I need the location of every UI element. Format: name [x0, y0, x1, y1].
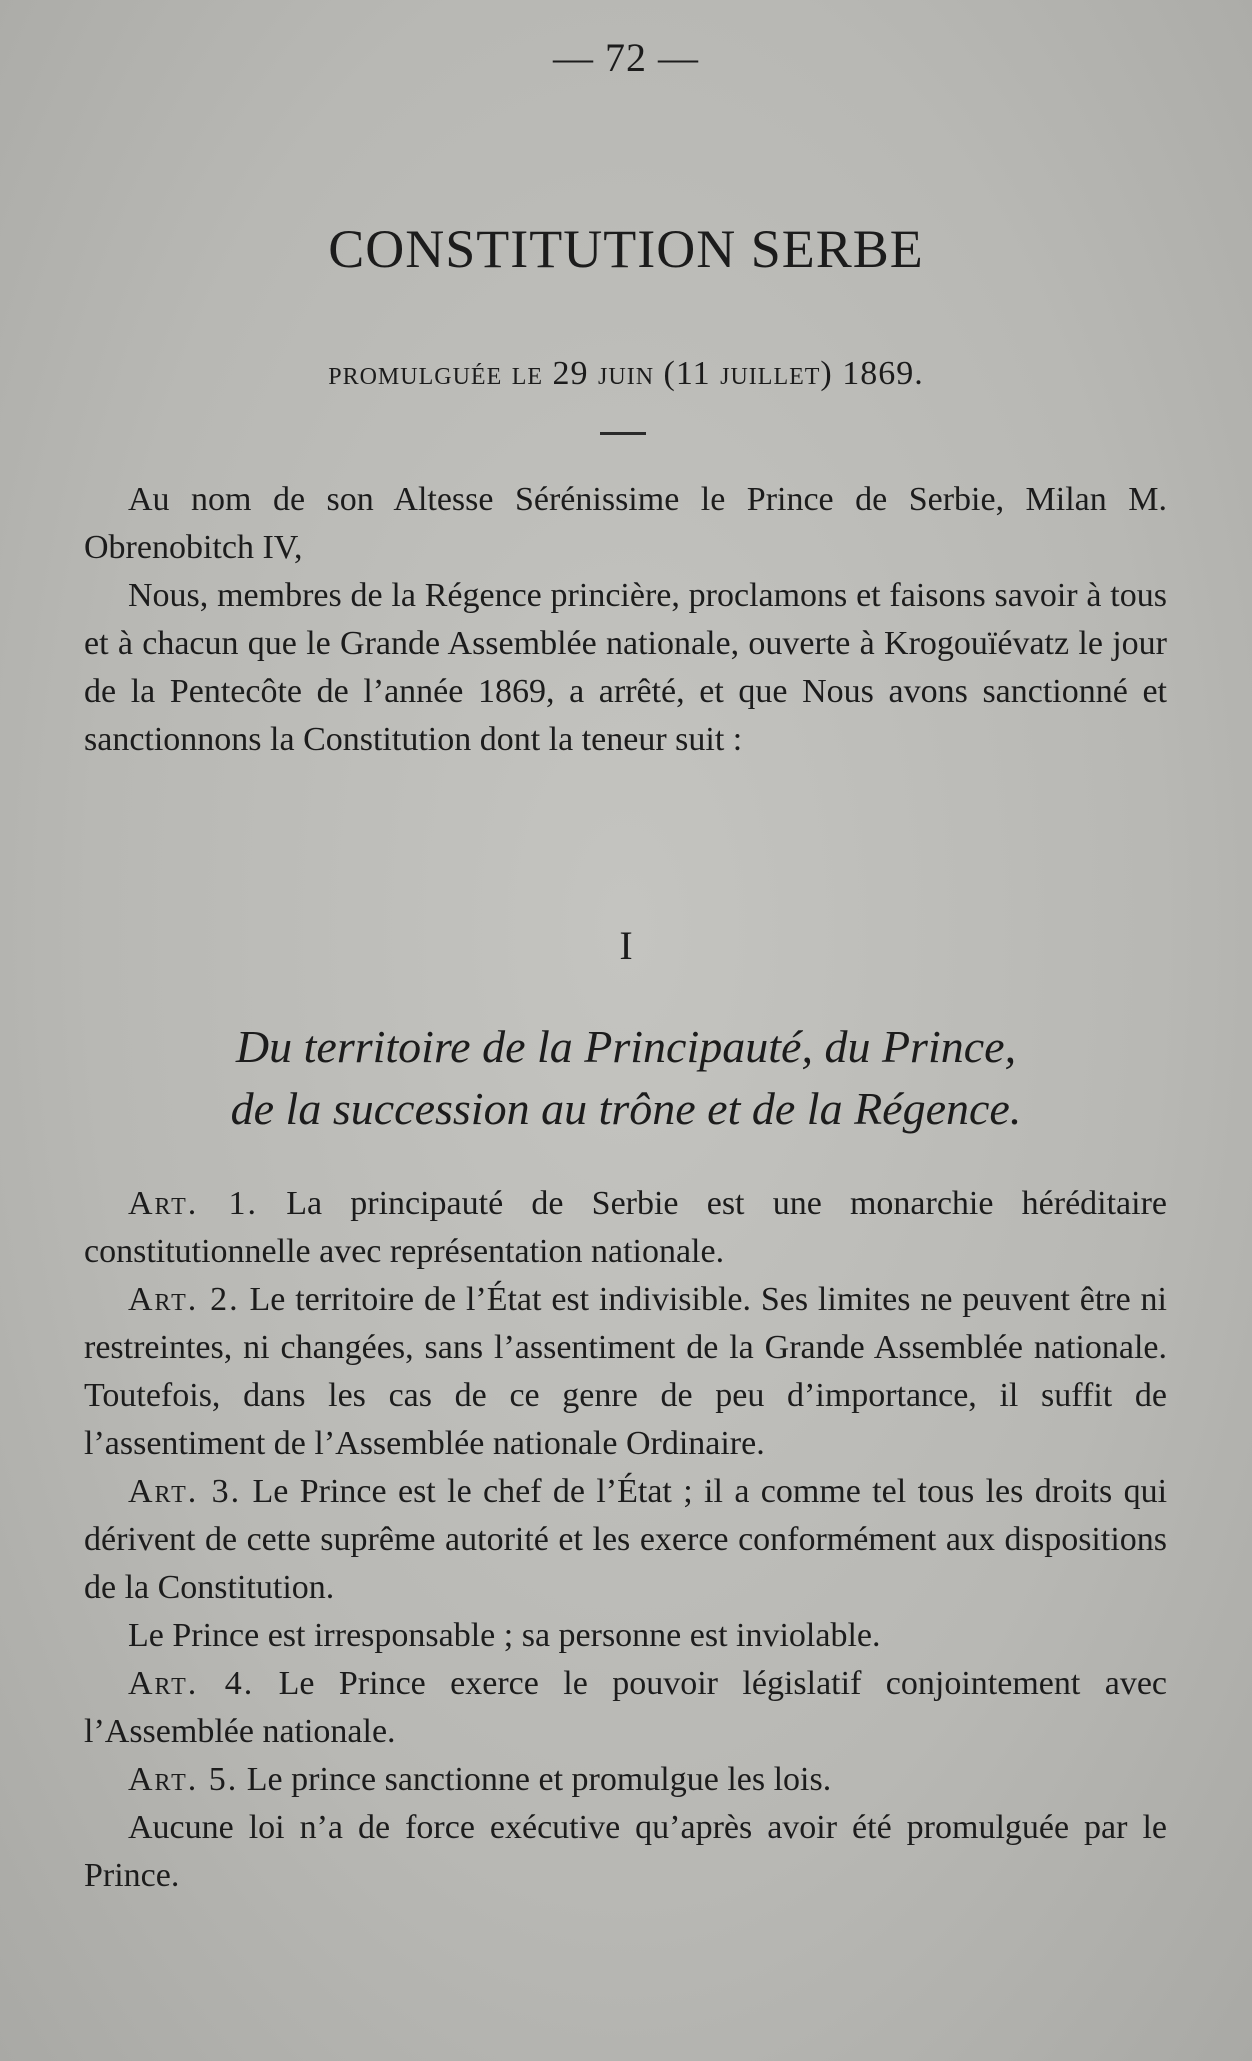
article-text: Le Prince est le chef de l’État ; il a comme tel tous les droits qui dérivent de cette suprême autorité et les exerce conformément aux dispositions de la Constitution. [84, 1473, 1168, 1606]
preamble-paragraph: Au nom de son Altesse Sérénissime le Prince de Serbie, Milan M. Obrenobitch IV, [84, 481, 1167, 566]
article-paragraph [84, 1660, 1167, 1756]
article-paragraph [84, 1612, 1167, 1660]
article-label: Art. 2. [128, 1281, 240, 1318]
article-text: Le Prince exerce le pouvoir législatif conjointement avec l’Assemblée nationale. [84, 1665, 1168, 1750]
article-text: Le prince sanctionne et promulgue les lois. [246, 1761, 832, 1798]
article-text: Aucune loi n’a de force exécutive qu’après avoir été promulguée par le Prince. [84, 1809, 1167, 1894]
article-label: Art. 3. [128, 1473, 242, 1510]
section-title [60, 1016, 1192, 1140]
section-title-line: Du territoire de la Principauté, du Prince, [235, 1021, 1017, 1072]
section-number: I [619, 923, 633, 968]
article-paragraph [84, 1276, 1167, 1468]
promulgation-date: promulguée le 29 juin (11 juillet) 1869. [328, 355, 924, 392]
document-title: CONSTITUTION SERBE [328, 219, 924, 279]
article-label: Art. 1. [128, 1185, 258, 1222]
article-text: Le territoire de l’État est indivisible. Ses limites ne peuvent être ni restreintes, ni changées, sans l’assentiment de la Grande Assemblée nationale. Toutefois, dans les cas de ce genre de peu d’importance, il suffit de l’assentiment de l’Assemblée nationale Ordinaire. [84, 1281, 1168, 1462]
article-text: La principauté de Serbie est une monarchie héréditaire constitutionnelle avec représentation nationale. [84, 1185, 1168, 1270]
article-label: Art. 4. [128, 1665, 255, 1702]
article-paragraph [84, 1756, 1167, 1804]
article-label: Art. 5. [128, 1761, 239, 1798]
article-text: Le Prince est irresponsable ; sa personne est inviolable. [128, 1617, 881, 1654]
article-paragraph [84, 1804, 1167, 1900]
preamble [84, 476, 1167, 764]
article-paragraph [84, 1180, 1167, 1276]
article-paragraph [84, 1468, 1167, 1612]
page-number: — 72 — [553, 35, 699, 80]
title-divider [600, 432, 646, 435]
articles [84, 1180, 1167, 1900]
preamble-paragraph: Nous, membres de la Régence princière, proclamons et faisons savoir à tous et à chacun que le Grande Assemblée nationale, ouverte à Krogouïévatz le jour de la Pentecôte de l’année 1869, a arrêté, et que Nous avons sanctionné et sanctionnons la Constitution dont la teneur suit : [84, 577, 1167, 758]
section-title-line: de la succession au trône et de la Régence. [230, 1083, 1022, 1134]
